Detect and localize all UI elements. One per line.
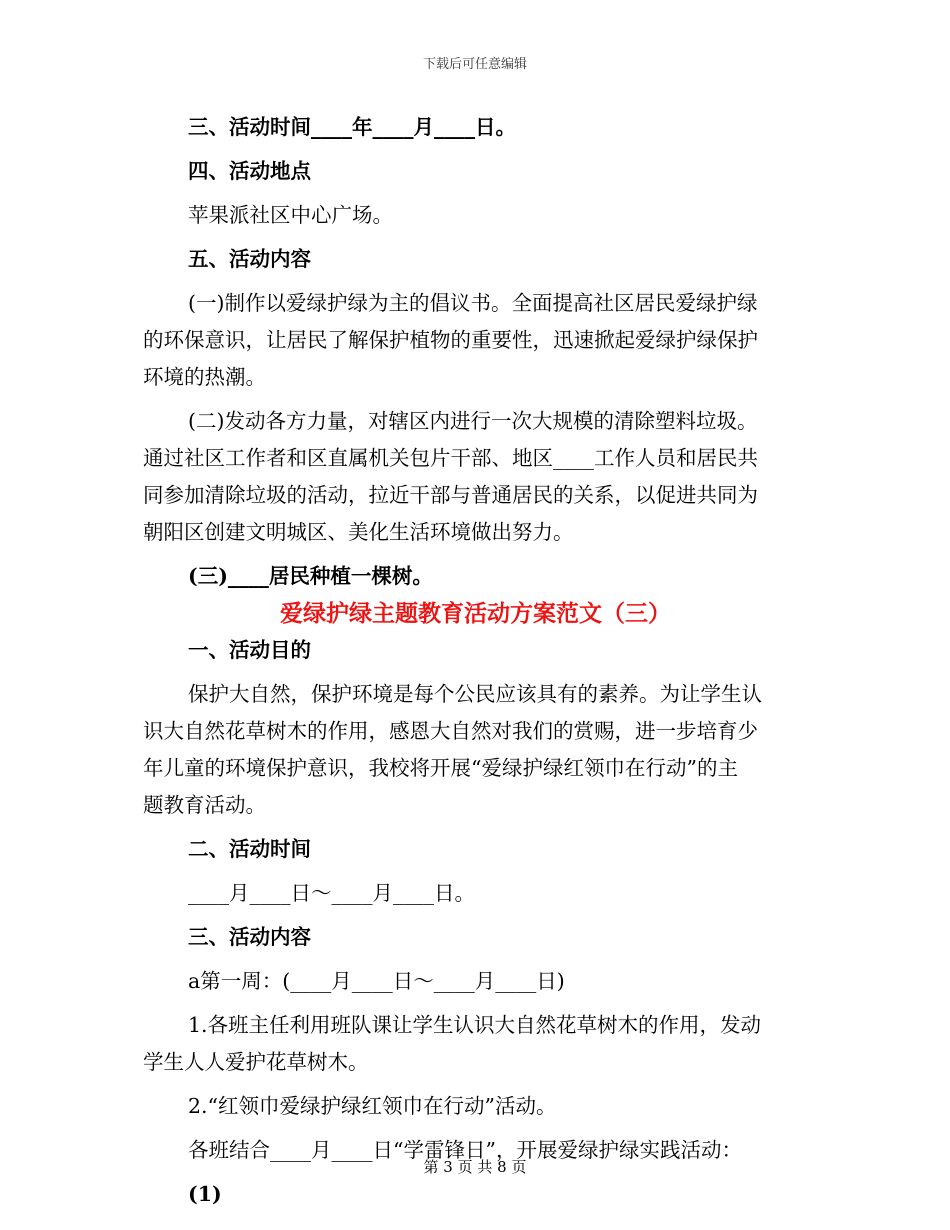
heading-line: 四、活动地点 [188,159,311,183]
heading-line: 三、活动时间____年____月____日。 [188,115,516,139]
heading-line: 五、活动内容 [188,247,311,271]
body-line: 环境的热潮。 [143,365,266,389]
body-line: (一)制作以爱绿护绿为主的倡议书。全面提高社区居民爱绿护绿 [188,291,758,315]
body-line: 2.“红领巾爱绿护绿红领巾在行动”活动。 [188,1094,557,1118]
heading-line: 一、活动目的 [188,638,311,662]
body-line: 保护大自然，保护环境是每个公民应该具有的素养。为让学生认 [188,682,762,706]
heading-line: (三)____居民种植一棵树。 [188,564,433,588]
body-line: 年儿童的环境保护意识，我校将开展“爱绿护绿红领巾在行动”的主 [143,756,738,780]
body-line: ____月____日～____月____日。 [188,881,475,905]
body-line: a第一周：(____月____日～____月____日) [188,969,565,993]
body-line: 题教育活动。 [143,793,266,817]
body-line: 的环保意识，让居民了解保护植物的重要性，迅速掀起爱绿护绿保护 [143,328,758,352]
body-line: 朝阳区创建文明城区、美化生活环境做出努力。 [143,520,574,544]
body-line: 1.各班主任利用班队课让学生认识大自然花草树木的作用，发动 [188,1013,762,1037]
page-header: 下载后可任意编辑 [422,57,527,72]
body-line: 苹果派社区中心广场。 [188,203,393,227]
body-line: 各班结合____月____日“学雷锋日”，开展爱绿护绿实践活动： [188,1138,742,1162]
body-line: 同参加清除垃圾的活动，拉近干部与普通居民的关系，以促进共同为 [143,483,758,507]
body-line: (二)发动各方力量，对辖区内进行一次大规模的清除塑料垃圾。 [188,409,758,433]
body-line: 通过社区工作者和区直属机关包片干部、地区____工作人员和居民共 [143,446,758,470]
heading-line: 三、活动内容 [188,925,311,949]
section-title: 爱绿护绿主题教育活动方案范文（三） [280,600,671,627]
heading-line: 二、活动时间 [188,837,311,861]
body-line: 学生人人爱护花草树木。 [143,1050,369,1074]
heading-line: (1) [188,1182,222,1206]
document-body [143,109,808,1213]
body-line: 识大自然花草树木的作用，感恩大自然对我们的赏赐，进一步培育少 [143,719,758,743]
page-footer: 第 3 页 共 8 页 [423,1158,527,1176]
